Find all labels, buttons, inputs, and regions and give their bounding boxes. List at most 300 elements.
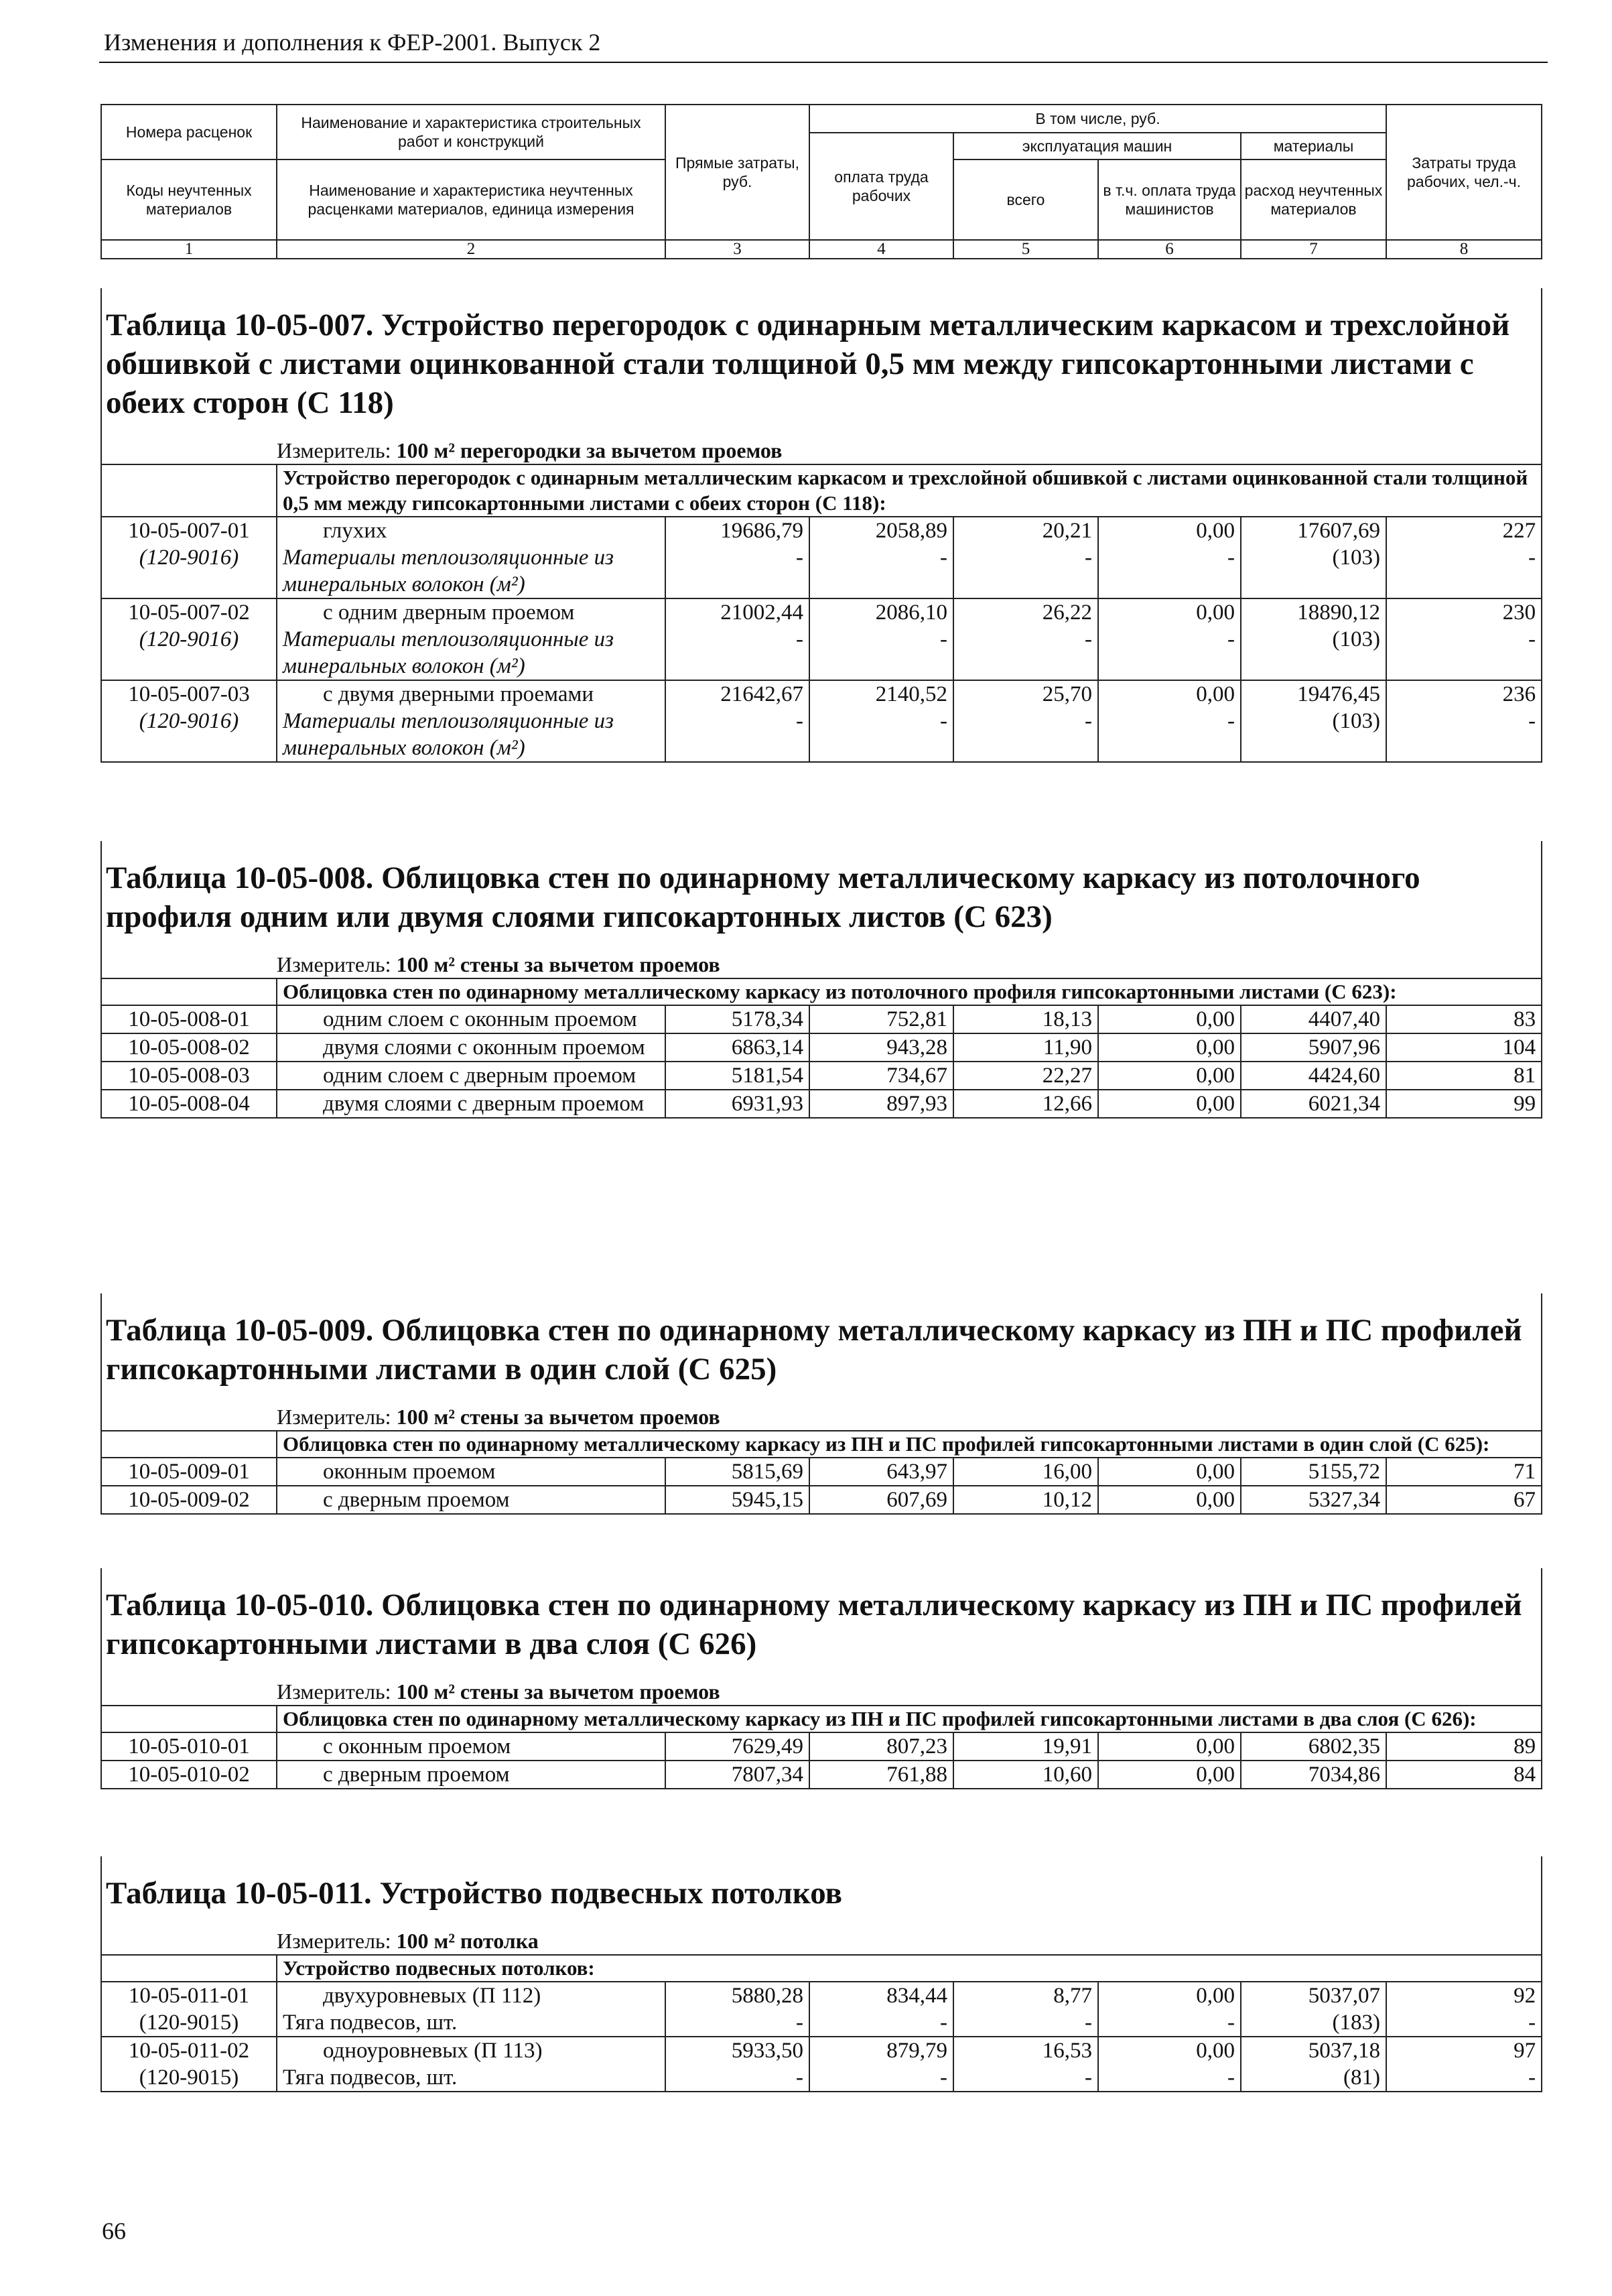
- measure-prefix: Измеритель:: [277, 1929, 391, 1953]
- value-c6: 0,00: [1196, 1984, 1235, 2008]
- value-cell-c8: [1386, 1761, 1542, 1789]
- col-number: 5: [953, 240, 1098, 259]
- value-c5: 10,60: [1042, 1763, 1092, 1787]
- value-c5: 16,00: [1042, 1460, 1092, 1484]
- value-c3: 7629,49: [731, 1734, 803, 1759]
- rate-code: 10-05-008-03: [128, 1064, 250, 1088]
- value-cell-c3: [665, 2037, 809, 2092]
- col-number: 2: [277, 240, 665, 259]
- value-cell-c3: [665, 1486, 809, 1514]
- material-value-c7: (103): [1332, 627, 1380, 651]
- value-c4: 897,93: [886, 1092, 947, 1116]
- value-cell-c8: [1386, 680, 1542, 762]
- value-cell-c4: [809, 1458, 953, 1486]
- value-c8: 227: [1502, 519, 1536, 543]
- value-cell-c4: [809, 2037, 953, 2092]
- material-name: Тяга подвесов, шт.: [283, 2065, 458, 2090]
- rate-row: [101, 1732, 1542, 1761]
- rate-code: 10-05-007-03: [128, 682, 250, 706]
- value-cell-c3: [665, 1761, 809, 1789]
- material-value-c6: -: [1227, 2011, 1235, 2035]
- measure-spacer: [101, 1673, 277, 1706]
- rate-name: с дверным проемом: [323, 1763, 510, 1787]
- col1-bottom-header: Коды неучтенных материалов: [101, 160, 277, 240]
- value-cell-c7: [1241, 1090, 1386, 1118]
- value-cell-c6: [1098, 1033, 1241, 1062]
- value-c6: 0,00: [1196, 600, 1235, 625]
- value-c7: 17607,69: [1297, 519, 1380, 543]
- rate-name: с оконным проемом: [323, 1734, 511, 1759]
- value-cell-c8: [1386, 1005, 1542, 1033]
- rate-code: 10-05-007-01: [128, 519, 250, 543]
- material-value-c4: -: [940, 2065, 947, 2090]
- value-c6: 0,00: [1196, 1035, 1235, 1060]
- measure-value: 100 м² потолка: [396, 1929, 539, 1953]
- value-c7: 4407,40: [1308, 1007, 1380, 1031]
- value-c3: 5181,54: [731, 1064, 803, 1088]
- material-code: (120-9016): [139, 627, 239, 651]
- section-heading: Облицовка стен по одинарному металлическому каркасу из ПН и ПС профилей гипсокартонными листами в один слой (С 625):: [277, 1431, 1542, 1458]
- breakdown-group-header: В том числе, руб.: [809, 105, 1386, 133]
- rate-name: с двумя дверными проемами: [323, 682, 594, 706]
- material-value-c3: -: [796, 546, 803, 570]
- material-value-c4: -: [940, 627, 947, 651]
- value-cell-c3: [665, 680, 809, 762]
- value-cell-c8: [1386, 598, 1542, 680]
- material-value-c3: -: [796, 709, 803, 733]
- rate-code-cell: [101, 680, 277, 762]
- value-cell-c5: [953, 517, 1098, 598]
- rate-code-cell: [101, 1458, 277, 1486]
- material-name: Материалы теплоизоляционные из минеральных волокон (м²): [283, 709, 614, 760]
- value-c8: 230: [1502, 600, 1536, 625]
- rate-code-cell: [101, 1486, 277, 1514]
- rate-code-cell: [101, 598, 277, 680]
- measure-cell: [277, 1673, 1542, 1706]
- value-cell-c7: [1241, 517, 1386, 598]
- measure-value: 100 м² перегородки за вычетом проемов: [396, 438, 783, 462]
- value-c7: 19476,45: [1297, 682, 1380, 706]
- value-cell-c8: [1386, 1732, 1542, 1761]
- material-value-c5: -: [1085, 546, 1092, 570]
- value-c5: 8,77: [1053, 1984, 1092, 2008]
- col-number: 8: [1386, 240, 1542, 259]
- value-c7: 5155,72: [1308, 1460, 1380, 1484]
- rate-row: [101, 1761, 1542, 1789]
- value-cell-c5: [953, 2037, 1098, 2092]
- measure-prefix: Измеритель:: [277, 1679, 391, 1704]
- measure-value: 100 м² стены за вычетом проемов: [396, 1405, 720, 1429]
- rate-row: [101, 1005, 1542, 1033]
- material-value-c7: (103): [1332, 546, 1380, 570]
- section-spacer: [101, 1706, 277, 1732]
- value-cell-c5: [953, 1090, 1098, 1118]
- value-cell-c8: [1386, 1458, 1542, 1486]
- value-c7: 4424,60: [1308, 1064, 1380, 1088]
- col-number: 4: [809, 240, 953, 259]
- value-c5: 22,27: [1042, 1064, 1092, 1088]
- value-c4: 2086,10: [875, 600, 947, 625]
- value-c8: 84: [1514, 1763, 1536, 1787]
- rate-name-cell: [277, 1033, 665, 1062]
- material-value-c8: -: [1528, 2011, 1536, 2035]
- value-cell-c8: [1386, 1486, 1542, 1514]
- materials-group-header: материалы: [1241, 133, 1386, 160]
- value-cell-c3: [665, 1062, 809, 1090]
- col1-top-header: Номера расценок: [101, 105, 277, 160]
- value-cell-c6: [1098, 1062, 1241, 1090]
- material-value-c4: -: [940, 709, 947, 733]
- value-cell-c3: [665, 517, 809, 598]
- rate-row: [101, 1982, 1542, 2037]
- value-cell-c6: [1098, 517, 1241, 598]
- value-c7: 6802,35: [1308, 1734, 1380, 1759]
- value-cell-c8: [1386, 517, 1542, 598]
- col7-header: расход неучтенных материалов: [1241, 160, 1386, 240]
- value-cell-c7: [1241, 1761, 1386, 1789]
- value-cell-c5: [953, 1458, 1098, 1486]
- rate-row: [101, 1062, 1542, 1090]
- material-value-c6: -: [1227, 627, 1235, 651]
- value-cell-c4: [809, 1062, 953, 1090]
- value-c8: 81: [1514, 1064, 1536, 1088]
- value-cell-c7: [1241, 1062, 1386, 1090]
- rate-name: одноуровневых (П 113): [323, 2039, 543, 2063]
- value-cell-c4: [809, 1732, 953, 1761]
- section-heading: Облицовка стен по одинарному металлическому каркасу из потолочного профиля гипсокартонными листами (С 623):: [277, 978, 1542, 1005]
- rate-name-cell: [277, 2037, 665, 2092]
- rate-row: [101, 680, 1542, 762]
- col6-header: в т.ч. оплата труда машинистов: [1098, 160, 1241, 240]
- value-c4: 807,23: [886, 1734, 947, 1759]
- value-cell-c6: [1098, 1090, 1241, 1118]
- value-cell-c3: [665, 598, 809, 680]
- value-c8: 236: [1502, 682, 1536, 706]
- section-spacer: [101, 464, 277, 517]
- title-row: [101, 841, 1542, 946]
- rate-code-cell: [101, 1033, 277, 1062]
- rate-code-cell: [101, 2037, 277, 2092]
- value-cell-c5: [953, 1732, 1098, 1761]
- value-c7: 6021,34: [1308, 1092, 1380, 1116]
- measure-spacer: [101, 1398, 277, 1431]
- rate-name-cell: [277, 1982, 665, 2037]
- value-c5: 10,12: [1042, 1488, 1092, 1512]
- material-value-c6: -: [1227, 546, 1235, 570]
- value-c5: 16,53: [1042, 2039, 1092, 2063]
- rate-code: 10-05-008-01: [128, 1007, 250, 1031]
- value-c4: 2140,52: [875, 682, 947, 706]
- measure-spacer: [101, 1922, 277, 1955]
- value-cell-c8: [1386, 1090, 1542, 1118]
- col-number: 6: [1098, 240, 1241, 259]
- value-c7: 5327,34: [1308, 1488, 1380, 1512]
- measure-row: [101, 946, 1542, 978]
- value-c5: 11,90: [1043, 1035, 1092, 1060]
- value-c6: 0,00: [1196, 519, 1235, 543]
- col2-top-header: Наименование и характеристика строительных работ и конструкций: [277, 105, 665, 160]
- measure-prefix: Измеритель:: [277, 1405, 391, 1429]
- value-c4: 834,44: [886, 1984, 947, 2008]
- value-c3: 5933,50: [731, 2039, 803, 2063]
- value-c6: 0,00: [1196, 1734, 1235, 1759]
- value-cell-c7: [1241, 1005, 1386, 1033]
- measure-cell: [277, 946, 1542, 978]
- rate-code-cell: [101, 517, 277, 598]
- value-cell-c8: [1386, 1982, 1542, 2037]
- rate-code: 10-05-007-02: [128, 600, 250, 625]
- measure-value: 100 м² стены за вычетом проемов: [396, 1679, 720, 1704]
- value-c8: 99: [1514, 1092, 1536, 1116]
- value-cell-c6: [1098, 1982, 1241, 2037]
- material-value-c7: (81): [1343, 2065, 1380, 2090]
- col2-bottom-header: Наименование и характеристика неучтенных расценками материалов, единица измерения: [277, 160, 665, 240]
- value-c5: 26,22: [1042, 600, 1092, 625]
- rate-code: 10-05-009-02: [128, 1488, 250, 1512]
- rate-code-cell: [101, 1761, 277, 1789]
- rate-code-cell: [101, 1005, 277, 1033]
- machines-group-header: эксплуатация машин: [953, 133, 1241, 160]
- value-cell-c4: [809, 1090, 953, 1118]
- value-c3: 6931,93: [731, 1092, 803, 1116]
- measure-prefix: Измеритель:: [277, 952, 391, 976]
- value-c3: 5815,69: [731, 1460, 803, 1484]
- page-header: Изменения и дополнения к ФЕР-2001. Выпуск 2: [104, 29, 601, 56]
- rate-row: [101, 517, 1542, 598]
- rate-row: [101, 1090, 1542, 1118]
- value-cell-c4: [809, 1982, 953, 2037]
- value-cell-c7: [1241, 1732, 1386, 1761]
- value-cell-c5: [953, 1062, 1098, 1090]
- value-c7: 5037,07: [1308, 1984, 1380, 2008]
- table-title: Таблица 10-05-009. Облицовка стен по одинарному металлическому каркасу из ПН и ПС профилей гипсокартонными листами в один слой (С 625): [101, 1293, 1542, 1398]
- value-c4: 2058,89: [875, 519, 947, 543]
- value-cell-c5: [953, 680, 1098, 762]
- value-cell-c7: [1241, 1033, 1386, 1062]
- rate-name-cell: [277, 1062, 665, 1090]
- value-c6: 0,00: [1196, 2039, 1235, 2063]
- value-cell-c3: [665, 1458, 809, 1486]
- value-c3: 5880,28: [731, 1984, 803, 2008]
- value-cell-c5: [953, 1761, 1098, 1789]
- value-cell-c8: [1386, 2037, 1542, 2092]
- value-c5: 20,21: [1042, 519, 1092, 543]
- section-spacer: [101, 1955, 277, 1982]
- material-value-c6: -: [1227, 2065, 1235, 2090]
- rate-table: [100, 1293, 1542, 1515]
- value-c3: 5178,34: [731, 1007, 803, 1031]
- col5-header: всего: [953, 160, 1098, 240]
- value-c4: 879,79: [886, 2039, 947, 2063]
- value-c7: 5037,18: [1308, 2039, 1380, 2063]
- material-value-c3: -: [796, 2065, 803, 2090]
- rate-code: 10-05-008-02: [128, 1035, 250, 1060]
- value-c7: 18890,12: [1297, 600, 1380, 625]
- rate-table: [100, 1568, 1542, 1789]
- value-c3: 5945,15: [731, 1488, 803, 1512]
- rate-name-cell: [277, 598, 665, 680]
- value-cell-c7: [1241, 598, 1386, 680]
- value-cell-c6: [1098, 1458, 1241, 1486]
- measure-cell: [277, 432, 1542, 464]
- value-c4: 761,88: [886, 1763, 947, 1787]
- value-cell-c3: [665, 1033, 809, 1062]
- measure-row: [101, 1673, 1542, 1706]
- title-row: [101, 1856, 1542, 1922]
- title-row: [101, 1293, 1542, 1398]
- rate-code: 10-05-011-01: [128, 1984, 250, 2008]
- value-cell-c7: [1241, 680, 1386, 762]
- rate-row: [101, 1458, 1542, 1486]
- rate-name-cell: [277, 1761, 665, 1789]
- section-heading: Облицовка стен по одинарному металлическому каркасу из ПН и ПС профилей гипсокартонными листами в два слоя (С 626):: [277, 1706, 1542, 1732]
- value-cell-c5: [953, 1033, 1098, 1062]
- value-c5: 12,66: [1042, 1092, 1092, 1116]
- value-c7: 5907,96: [1308, 1035, 1380, 1060]
- rate-code: 10-05-010-01: [128, 1734, 250, 1759]
- material-value-c5: -: [1085, 2011, 1092, 2035]
- section-row: [101, 1431, 1542, 1458]
- col8-header: Затраты труда рабочих, чел.-ч.: [1386, 105, 1542, 240]
- rate-name-cell: [277, 517, 665, 598]
- material-value-c4: -: [940, 2011, 947, 2035]
- rate-table: [100, 1856, 1542, 2092]
- value-c8: 89: [1514, 1734, 1536, 1759]
- value-c8: 104: [1502, 1035, 1536, 1060]
- value-c4: 943,28: [886, 1035, 947, 1060]
- value-c8: 71: [1514, 1460, 1536, 1484]
- title-row: [101, 288, 1542, 432]
- value-c3: 21002,44: [720, 600, 803, 625]
- section-row: [101, 464, 1542, 517]
- rate-name: двумя слоями с оконным проемом: [323, 1035, 645, 1060]
- rate-name: с дверным проемом: [323, 1488, 510, 1512]
- rate-name-cell: [277, 680, 665, 762]
- material-value-c6: -: [1227, 709, 1235, 733]
- value-c8: 67: [1514, 1488, 1536, 1512]
- rate-row: [101, 1486, 1542, 1514]
- measure-spacer: [101, 432, 277, 464]
- value-c7: 7034,86: [1308, 1763, 1380, 1787]
- value-cell-c4: [809, 680, 953, 762]
- material-code: (120-9016): [139, 709, 239, 733]
- col4-header: оплата труда рабочих: [809, 133, 953, 240]
- value-c3: 19686,79: [720, 519, 803, 543]
- rate-code: 10-05-011-02: [128, 2039, 250, 2063]
- value-c8: 92: [1514, 1984, 1536, 2008]
- value-c5: 19,91: [1042, 1734, 1092, 1759]
- value-cell-c4: [809, 1761, 953, 1789]
- rate-name: одним слоем с оконным проемом: [323, 1007, 637, 1031]
- value-c8: 83: [1514, 1007, 1536, 1031]
- material-value-c8: -: [1528, 546, 1536, 570]
- section-spacer: [101, 1431, 277, 1458]
- rate-name: глухих: [323, 519, 387, 543]
- rate-name-cell: [277, 1005, 665, 1033]
- rate-code-cell: [101, 1090, 277, 1118]
- section-heading: Устройство перегородок с одинарным металлическим каркасом и трехслойной обшивкой с листами оцинкованной стали толщиной 0,5 мм между гипсокартонными листами с обеих сторон (С 118):: [277, 464, 1542, 517]
- value-cell-c6: [1098, 680, 1241, 762]
- rate-name: с одним дверным проемом: [323, 600, 575, 625]
- value-cell-c5: [953, 1982, 1098, 2037]
- value-c5: 25,70: [1042, 682, 1092, 706]
- value-cell-c5: [953, 1005, 1098, 1033]
- measure-cell: [277, 1398, 1542, 1431]
- section-heading: Устройство подвесных потолков:: [277, 1955, 1542, 1982]
- value-cell-c7: [1241, 1486, 1386, 1514]
- value-c4: 643,97: [886, 1460, 947, 1484]
- col3-header: Прямые затраты, руб.: [665, 105, 809, 240]
- value-cell-c7: [1241, 2037, 1386, 2092]
- value-cell-c3: [665, 1005, 809, 1033]
- section-spacer: [101, 978, 277, 1005]
- value-c6: 0,00: [1196, 1488, 1235, 1512]
- material-value-c4: -: [940, 546, 947, 570]
- value-cell-c4: [809, 1005, 953, 1033]
- measure-spacer: [101, 946, 277, 978]
- material-value-c3: -: [796, 627, 803, 651]
- value-cell-c4: [809, 1486, 953, 1514]
- value-cell-c5: [953, 1486, 1098, 1514]
- measure-row: [101, 1922, 1542, 1955]
- rate-table: [100, 288, 1542, 763]
- measure-cell: [277, 1922, 1542, 1955]
- value-c6: 0,00: [1196, 1092, 1235, 1116]
- material-code: (120-9015): [139, 2065, 239, 2090]
- material-value-c5: -: [1085, 2065, 1092, 2090]
- value-cell-c6: [1098, 598, 1241, 680]
- value-c3: 6863,14: [731, 1035, 803, 1060]
- value-cell-c3: [665, 1090, 809, 1118]
- material-name: Материалы теплоизоляционные из минеральных волокон (м²): [283, 627, 614, 678]
- value-c6: 0,00: [1196, 1007, 1235, 1031]
- value-cell-c6: [1098, 1005, 1241, 1033]
- value-c6: 0,00: [1196, 1460, 1235, 1484]
- rate-name: двумя слоями с дверным проемом: [323, 1092, 645, 1116]
- header-rule: [99, 62, 1548, 63]
- value-c6: 0,00: [1196, 682, 1235, 706]
- table-title: Таблица 10-05-007. Устройство перегородок с одинарным металлическим каркасом и трехслойной обшивкой с листами оцинкованной стали толщиной 0,5 мм между гипсокартонными листами с обеих сторон (С 118): [101, 288, 1542, 432]
- rate-code: 10-05-008-04: [128, 1092, 250, 1116]
- value-cell-c8: [1386, 1033, 1542, 1062]
- rate-name: двухуровневых (П 112): [323, 1984, 541, 2008]
- value-c4: 607,69: [886, 1488, 947, 1512]
- value-cell-c4: [809, 517, 953, 598]
- material-name: Тяга подвесов, шт.: [283, 2011, 458, 2035]
- material-code: (120-9015): [139, 2011, 239, 2035]
- rate-name: оконным проемом: [323, 1460, 496, 1484]
- material-value-c8: -: [1528, 709, 1536, 733]
- value-cell-c6: [1098, 1761, 1241, 1789]
- value-cell-c7: [1241, 1982, 1386, 2037]
- rate-name-cell: [277, 1486, 665, 1514]
- col-number: 1: [101, 240, 277, 259]
- material-value-c5: -: [1085, 709, 1092, 733]
- value-cell-c6: [1098, 1732, 1241, 1761]
- column-header-table: [100, 104, 1542, 259]
- value-c3: 21642,67: [720, 682, 803, 706]
- rate-name: одним слоем с дверным проемом: [323, 1064, 636, 1088]
- rate-name-cell: [277, 1732, 665, 1761]
- table-title: Таблица 10-05-011. Устройство подвесных потолков: [101, 1856, 1542, 1922]
- rate-row: [101, 598, 1542, 680]
- col-number: 3: [665, 240, 809, 259]
- value-c4: 734,67: [886, 1064, 947, 1088]
- value-c6: 0,00: [1196, 1763, 1235, 1787]
- value-cell-c4: [809, 1033, 953, 1062]
- rate-code-cell: [101, 1982, 277, 2037]
- rate-code: 10-05-009-01: [128, 1460, 250, 1484]
